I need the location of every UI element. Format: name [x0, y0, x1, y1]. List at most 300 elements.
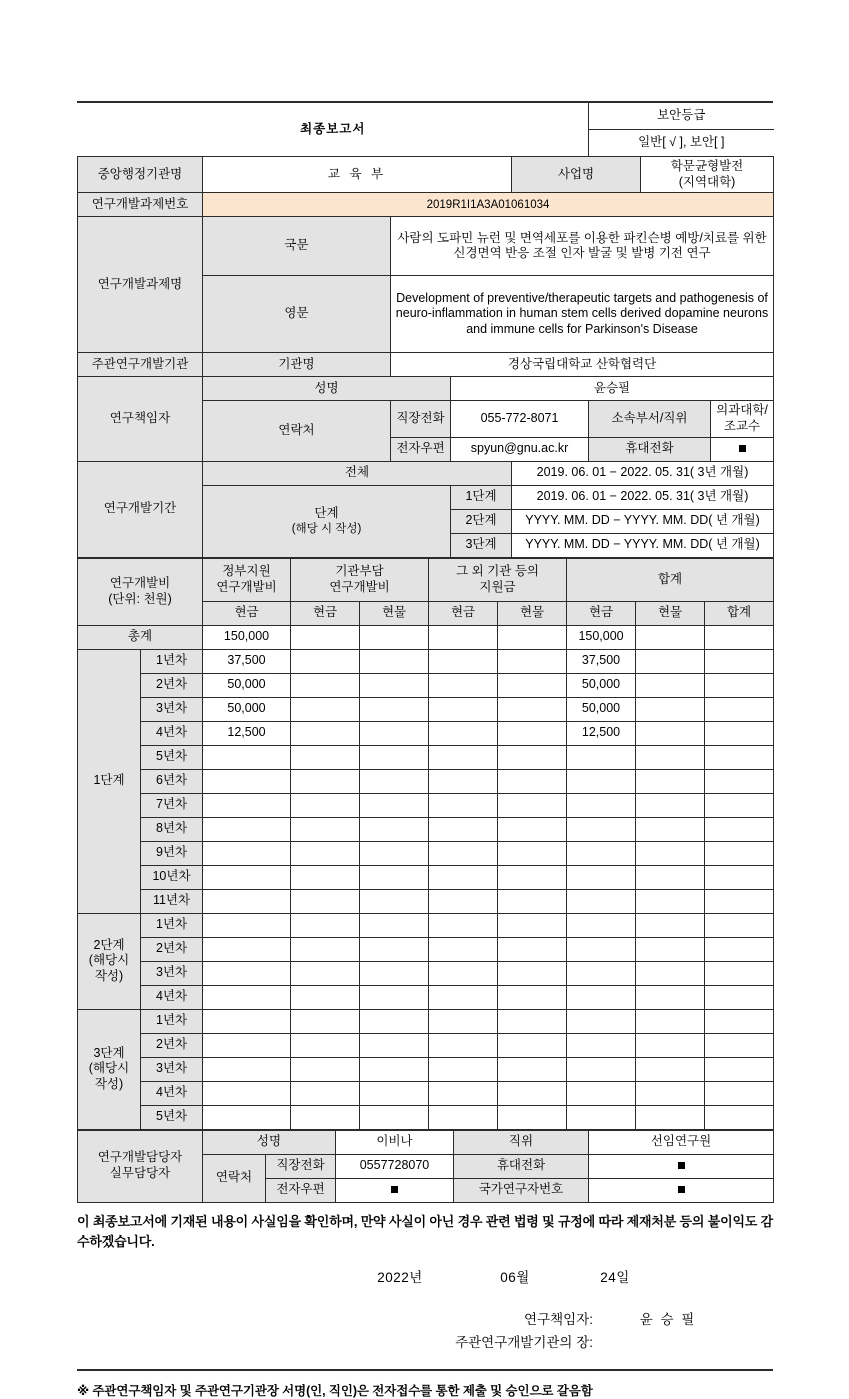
- budget-row: [78, 985, 774, 1009]
- budget-cell: [498, 697, 567, 721]
- budget-cell: [429, 937, 498, 961]
- budget-row: [78, 937, 774, 961]
- project-number-label: 연구개발과제번호: [78, 193, 203, 217]
- budget-cell: [636, 1081, 705, 1105]
- budget-cell: [291, 961, 360, 985]
- budget-stage-3-label-line: 3단계: [93, 1045, 125, 1060]
- budget-cell: [360, 1081, 429, 1105]
- agency-row: [78, 157, 774, 193]
- budget-year-label: 9년차: [141, 841, 203, 865]
- period-total-label: 전체: [203, 461, 512, 485]
- budget-row: [78, 1081, 774, 1105]
- staff-label-line2: 실무담당자: [109, 1166, 171, 1180]
- budget-total-cell-0: 150,000: [203, 625, 291, 649]
- budget-cell: [636, 889, 705, 913]
- budget-year-label: 11년차: [141, 889, 203, 913]
- date-day: 24일: [600, 1269, 630, 1285]
- period-stage3-value: YYYY. MM. DD − YYYY. MM. DD( 년 개월): [512, 533, 774, 557]
- budget-stage-3-label: [78, 1009, 141, 1129]
- budget-cell: [567, 1057, 636, 1081]
- budget-cell: [567, 817, 636, 841]
- budget-cell: [498, 985, 567, 1009]
- budget-row: [78, 697, 774, 721]
- budget-row: [78, 769, 774, 793]
- period-stage1-value: 2019. 06. 01 − 2022. 05. 31( 3년 개월): [512, 485, 774, 509]
- budget-cell: [636, 961, 705, 985]
- budget-cell: [360, 1009, 429, 1033]
- budget-row: [78, 745, 774, 769]
- budget-cell: [360, 745, 429, 769]
- security-grade-header: 보안등급: [589, 103, 774, 130]
- budget-cell: [360, 1057, 429, 1081]
- budget-year-label: 10년차: [141, 865, 203, 889]
- budget-cell: [567, 913, 636, 937]
- program-value: 학문균형발전(지역대학): [641, 157, 774, 193]
- budget-table: [77, 558, 774, 1130]
- budget-cell: [360, 1033, 429, 1057]
- page-title: 최종보고서: [78, 103, 589, 157]
- budget-cell: 50,000: [203, 673, 291, 697]
- staff-name-label: 성명: [203, 1130, 336, 1154]
- date-year: 2022년: [377, 1269, 423, 1285]
- budget-cell: [636, 1009, 705, 1033]
- budget-cell: [567, 865, 636, 889]
- budget-cell: [498, 937, 567, 961]
- redaction-mark-icon: [678, 1186, 685, 1193]
- host-institution-row: [78, 353, 774, 377]
- lead-email-value: spyun@gnu.ac.kr: [451, 437, 589, 461]
- document-page: [77, 101, 773, 1399]
- budget-cell: [203, 793, 291, 817]
- budget-subheader-5: 현금: [567, 601, 636, 625]
- budget-cell: [429, 721, 498, 745]
- budget-cell: [636, 865, 705, 889]
- lead-mobile-label: 휴대전화: [589, 437, 711, 461]
- budget-cell: [567, 961, 636, 985]
- budget-cell: 50,000: [567, 697, 636, 721]
- budget-cell: [498, 841, 567, 865]
- budget-cell: [360, 1105, 429, 1129]
- host-institution-name-label: 기관명: [203, 353, 391, 377]
- budget-cell: [567, 769, 636, 793]
- budget-row: [78, 721, 774, 745]
- security-grade-value: 일반[ √ ], 보안[ ]: [589, 130, 774, 157]
- footer-rule: [77, 1369, 773, 1371]
- budget-cell: [498, 889, 567, 913]
- period-label: 연구개발기간: [78, 461, 203, 557]
- date-month: 06월: [500, 1269, 530, 1285]
- budget-cell: [705, 1081, 774, 1105]
- budget-cell: 50,000: [203, 697, 291, 721]
- budget-cell: [498, 673, 567, 697]
- budget-cell: [291, 649, 360, 673]
- budget-cell: [636, 1033, 705, 1057]
- lead-researcher-name-value: 윤승필: [451, 377, 774, 401]
- budget-cell: [291, 889, 360, 913]
- budget-year-label: 1년차: [141, 913, 203, 937]
- redaction-mark-icon: [678, 1162, 685, 1169]
- budget-cell: [291, 841, 360, 865]
- budget-cell: [429, 817, 498, 841]
- budget-cell: [498, 1105, 567, 1129]
- lead-email-label: 전자우편: [391, 437, 451, 461]
- budget-year-label: 5년차: [141, 1105, 203, 1129]
- period-stage3-label: 3단계: [451, 533, 512, 557]
- period-stage2-value: YYYY. MM. DD − YYYY. MM. DD( 년 개월): [512, 509, 774, 533]
- budget-cell: [360, 961, 429, 985]
- budget-cell: [705, 889, 774, 913]
- budget-cell: [498, 817, 567, 841]
- budget-cell: [360, 649, 429, 673]
- budget-year-label: 3년차: [141, 1057, 203, 1081]
- budget-cell: [636, 649, 705, 673]
- budget-cell: [705, 793, 774, 817]
- budget-cell: [203, 769, 291, 793]
- budget-total-cell-3: [429, 625, 498, 649]
- budget-cell: [567, 1105, 636, 1129]
- budget-cell: [291, 1105, 360, 1129]
- budget-cell: [429, 1057, 498, 1081]
- staff-name-value: 이비나: [336, 1130, 454, 1154]
- budget-stage-3-label-line: 작성): [94, 1076, 124, 1091]
- budget-row: [78, 673, 774, 697]
- budget-cell: [429, 865, 498, 889]
- budget-cell: [291, 721, 360, 745]
- budget-stage-2-label-line: (해당시: [88, 953, 130, 968]
- budget-cell: [203, 985, 291, 1009]
- budget-cell: [705, 913, 774, 937]
- budget-gov-group-header: [203, 558, 291, 601]
- budget-cell: [203, 1009, 291, 1033]
- project-title-ko-value: 사람의 도파민 뉴런 및 면역세포를 이용한 파킨슨병 예방/치료를 위한 신경면역 반응 조절 인자 발굴 및 발병 기전 연구: [391, 217, 774, 276]
- budget-stage-2-label-line: 2단계: [93, 937, 125, 952]
- budget-stage-2-label: [78, 913, 141, 1009]
- budget-stage-2-label-line: 작성): [94, 968, 124, 983]
- staff-position-label: 직위: [454, 1130, 589, 1154]
- budget-cell: [636, 1057, 705, 1081]
- budget-cell: [498, 1009, 567, 1033]
- budget-cell: [429, 769, 498, 793]
- budget-cell: [498, 1081, 567, 1105]
- budget-cell: [360, 889, 429, 913]
- budget-cell: [498, 769, 567, 793]
- budget-cell: [567, 793, 636, 817]
- agency-label: 중앙행정기관명: [78, 157, 203, 193]
- budget-cell: [291, 1057, 360, 1081]
- budget-cell: [203, 937, 291, 961]
- budget-total-cell-6: [636, 625, 705, 649]
- budget-cell: [429, 745, 498, 769]
- budget-cell: [498, 1057, 567, 1081]
- budget-cell: [567, 1033, 636, 1057]
- budget-cell: [291, 697, 360, 721]
- budget-cell: [429, 673, 498, 697]
- budget-cell: [705, 1033, 774, 1057]
- staff-email-label: 전자우편: [266, 1178, 336, 1202]
- budget-cell: [429, 1081, 498, 1105]
- budget-cell: [429, 1105, 498, 1129]
- lead-signature-value: 윤 승 필: [639, 1311, 697, 1327]
- lead-dept-value: 의과대학/조교수: [711, 401, 774, 437]
- staff-office-phone-label: 직장전화: [266, 1154, 336, 1178]
- budget-cell: [291, 865, 360, 889]
- budget-cell: [498, 913, 567, 937]
- budget-group-header-row: [78, 558, 774, 601]
- budget-cell: [705, 673, 774, 697]
- budget-cell: [203, 1105, 291, 1129]
- budget-cell: [636, 817, 705, 841]
- budget-cell: [360, 697, 429, 721]
- budget-cell: [636, 769, 705, 793]
- budget-cell: 37,500: [567, 649, 636, 673]
- staff-label-line1: 연구개발담당자: [97, 1150, 183, 1165]
- budget-cell: [705, 841, 774, 865]
- budget-cell: [636, 1105, 705, 1129]
- staff-mobile-value: [589, 1154, 774, 1178]
- budget-cell: [567, 889, 636, 913]
- budget-cell: 12,500: [567, 721, 636, 745]
- project-title-ko-label: 국문: [203, 217, 391, 276]
- staff-contact-label: 연락처: [203, 1154, 266, 1202]
- budget-cell: [498, 865, 567, 889]
- budget-cell: [498, 1033, 567, 1057]
- institution-signature-value: [593, 1331, 743, 1355]
- budget-cell: [636, 673, 705, 697]
- budget-cell: [636, 745, 705, 769]
- budget-cell: 37,500: [203, 649, 291, 673]
- budget-cell: [429, 841, 498, 865]
- budget-year-label: 4년차: [141, 1081, 203, 1105]
- budget-stage-3-label-line: (해당시: [88, 1061, 130, 1076]
- project-number-row: [78, 193, 774, 217]
- budget-cell: [203, 1057, 291, 1081]
- budget-year-label: 2년차: [141, 937, 203, 961]
- budget-cell: [636, 841, 705, 865]
- budget-year-label: 3년차: [141, 697, 203, 721]
- staff-name-row: [78, 1130, 774, 1154]
- budget-total-row-label: 총계: [78, 625, 203, 649]
- budget-inst-line2: 연구개발비: [329, 579, 390, 594]
- budget-cell: [636, 721, 705, 745]
- budget-other-line1: 그 외 기관 등의: [456, 563, 539, 578]
- title-row: [78, 103, 774, 130]
- budget-cell: [498, 793, 567, 817]
- budget-row: [78, 1057, 774, 1081]
- budget-cell: [291, 745, 360, 769]
- period-total-row: [78, 461, 774, 485]
- budget-cell: [636, 937, 705, 961]
- budget-cell: [291, 769, 360, 793]
- budget-cell: [705, 817, 774, 841]
- budget-cell: 50,000: [567, 673, 636, 697]
- budget-cell: [291, 937, 360, 961]
- lead-researcher-contact-label: 연락처: [203, 401, 391, 461]
- budget-row: [78, 961, 774, 985]
- budget-cell: [498, 961, 567, 985]
- lead-researcher-name-row: [78, 377, 774, 401]
- budget-cell: [291, 673, 360, 697]
- budget-cell: [636, 985, 705, 1009]
- budget-cell: [636, 697, 705, 721]
- budget-cell: [360, 913, 429, 937]
- staff-office-phone-value: 0557728070: [336, 1154, 454, 1178]
- budget-cell: [291, 985, 360, 1009]
- budget-year-label: 2년차: [141, 1033, 203, 1057]
- budget-cell: [567, 1081, 636, 1105]
- budget-cell: [705, 769, 774, 793]
- budget-cell: [203, 817, 291, 841]
- period-stage-label-main: 단계: [314, 506, 339, 520]
- budget-total-cell-2: [360, 625, 429, 649]
- budget-cell: [203, 865, 291, 889]
- budget-row: [78, 817, 774, 841]
- budget-inst-group-header: [291, 558, 429, 601]
- budget-cell: [705, 745, 774, 769]
- budget-label: 연구개발비: [109, 575, 171, 590]
- budget-cell: [360, 793, 429, 817]
- budget-row: [78, 1033, 774, 1057]
- budget-year-label: 6년차: [141, 769, 203, 793]
- budget-cell: [705, 985, 774, 1009]
- budget-cell: [705, 697, 774, 721]
- budget-year-label: 8년차: [141, 817, 203, 841]
- project-title-ko-row: [78, 217, 774, 276]
- program-label: 사업명: [512, 157, 641, 193]
- budget-cell: [567, 985, 636, 1009]
- budget-cell: [203, 1033, 291, 1057]
- date-line: [77, 1266, 773, 1286]
- budget-cell: [429, 1009, 498, 1033]
- budget-cell: [203, 841, 291, 865]
- lead-signature-label: 연구책임자:: [524, 1311, 593, 1327]
- budget-cell: [360, 841, 429, 865]
- budget-cell: [705, 937, 774, 961]
- budget-row: [78, 1105, 774, 1129]
- budget-gov-line2: 연구개발비: [216, 579, 277, 594]
- budget-subheader-7: 합계: [705, 601, 774, 625]
- institution-signature-row: [77, 1331, 743, 1355]
- budget-cell: [360, 817, 429, 841]
- budget-row: [78, 841, 774, 865]
- budget-total-cell-7: [705, 625, 774, 649]
- budget-row: [78, 793, 774, 817]
- budget-cell: [429, 913, 498, 937]
- budget-label-cell: [78, 558, 203, 625]
- budget-row: [78, 1009, 774, 1033]
- budget-row: [78, 865, 774, 889]
- budget-unit: (단위: 천원): [108, 591, 172, 606]
- budget-total-cell-4: [498, 625, 567, 649]
- budget-cell: [291, 1009, 360, 1033]
- budget-cell: [360, 865, 429, 889]
- budget-cell: [429, 697, 498, 721]
- budget-year-label: 3년차: [141, 961, 203, 985]
- agency-value: 교 육 부: [203, 157, 512, 193]
- budget-cell: [291, 1081, 360, 1105]
- budget-cell: 12,500: [203, 721, 291, 745]
- budget-total-cell-1: [291, 625, 360, 649]
- staff-mobile-label: 휴대전화: [454, 1154, 589, 1178]
- period-stage1-label: 1단계: [451, 485, 512, 509]
- budget-cell: [705, 865, 774, 889]
- budget-cell: [705, 1009, 774, 1033]
- period-total-value: 2019. 06. 01 − 2022. 05. 31( 3년 개월): [512, 461, 774, 485]
- budget-other-line2: 지원금: [479, 579, 516, 594]
- budget-subheader-4: 현물: [498, 601, 567, 625]
- lead-dept-label: 소속부서/직위: [589, 401, 711, 437]
- budget-cell: [429, 961, 498, 985]
- lead-office-phone-label: 직장전화: [391, 401, 451, 437]
- staff-table: [77, 1130, 774, 1203]
- project-title-en-label: 영문: [203, 276, 391, 353]
- budget-cell: [360, 985, 429, 1009]
- redaction-mark-icon: [391, 1186, 398, 1193]
- budget-cell: [705, 721, 774, 745]
- budget-cell: [291, 817, 360, 841]
- budget-cell: [567, 937, 636, 961]
- footnote: ※ 주관연구책임자 및 주관연구기관장 서명(인, 직인)은 전자접수를 통한 제출 및 승인으로 갈음함: [77, 1384, 593, 1399]
- budget-cell: [291, 793, 360, 817]
- project-title-en-value: Development of preventive/therapeutic targets and pathogenesis of neuro-inflammation in human stem cells derived dopamine neurons and immune cells for Parkinson's Disease: [391, 276, 774, 353]
- budget-cell: [203, 745, 291, 769]
- budget-cell: [705, 961, 774, 985]
- budget-row: [78, 649, 774, 673]
- budget-subheader-0: 현금: [203, 601, 291, 625]
- budget-cell: [291, 913, 360, 937]
- staff-researcher-no-label: 국가연구자번호: [454, 1178, 589, 1202]
- budget-cell: [636, 913, 705, 937]
- budget-cell: [636, 793, 705, 817]
- period-stage2-label: 2단계: [451, 509, 512, 533]
- budget-year-label: 1년차: [141, 649, 203, 673]
- staff-researcher-no-value: [589, 1178, 774, 1202]
- lead-mobile-value: [711, 437, 774, 461]
- project-number-value: 2019R1I1A3A01061034: [203, 193, 774, 217]
- budget-cell: [360, 769, 429, 793]
- host-institution-label: 주관연구개발기관: [78, 353, 203, 377]
- period-stage-label-sub: (해당 시 작성): [291, 522, 362, 535]
- budget-cell: [567, 745, 636, 769]
- budget-cell: [429, 985, 498, 1009]
- budget-cell: [203, 913, 291, 937]
- budget-cell: [498, 721, 567, 745]
- budget-cell: [360, 721, 429, 745]
- redaction-mark-icon: [739, 445, 746, 452]
- institution-signature-label: 주관연구개발기관의 장:: [455, 1335, 593, 1351]
- budget-cell: [705, 1057, 774, 1081]
- budget-stage-1-label-line: 1단계: [93, 773, 125, 788]
- staff-email-value: [336, 1178, 454, 1202]
- budget-cell: [498, 745, 567, 769]
- budget-cell: [203, 1081, 291, 1105]
- lead-office-phone-value: 055-772-8071: [451, 401, 589, 437]
- staff-label-cell: [78, 1130, 203, 1202]
- host-institution-name-value: 경상국립대학교 산학협력단: [391, 353, 774, 377]
- budget-year-label: 1년차: [141, 1009, 203, 1033]
- budget-cell: [705, 1105, 774, 1129]
- budget-year-label: 4년차: [141, 721, 203, 745]
- budget-cell: [429, 1033, 498, 1057]
- signature-block: [77, 1308, 773, 1355]
- lead-signature-row: [77, 1308, 743, 1332]
- budget-subheader-2: 현물: [360, 601, 429, 625]
- budget-cell: [567, 841, 636, 865]
- budget-cell: [705, 649, 774, 673]
- budget-year-label: 4년차: [141, 985, 203, 1009]
- budget-subheader-3: 현금: [429, 601, 498, 625]
- budget-cell: [291, 1033, 360, 1057]
- budget-gov-line1: 정부지원: [222, 563, 271, 578]
